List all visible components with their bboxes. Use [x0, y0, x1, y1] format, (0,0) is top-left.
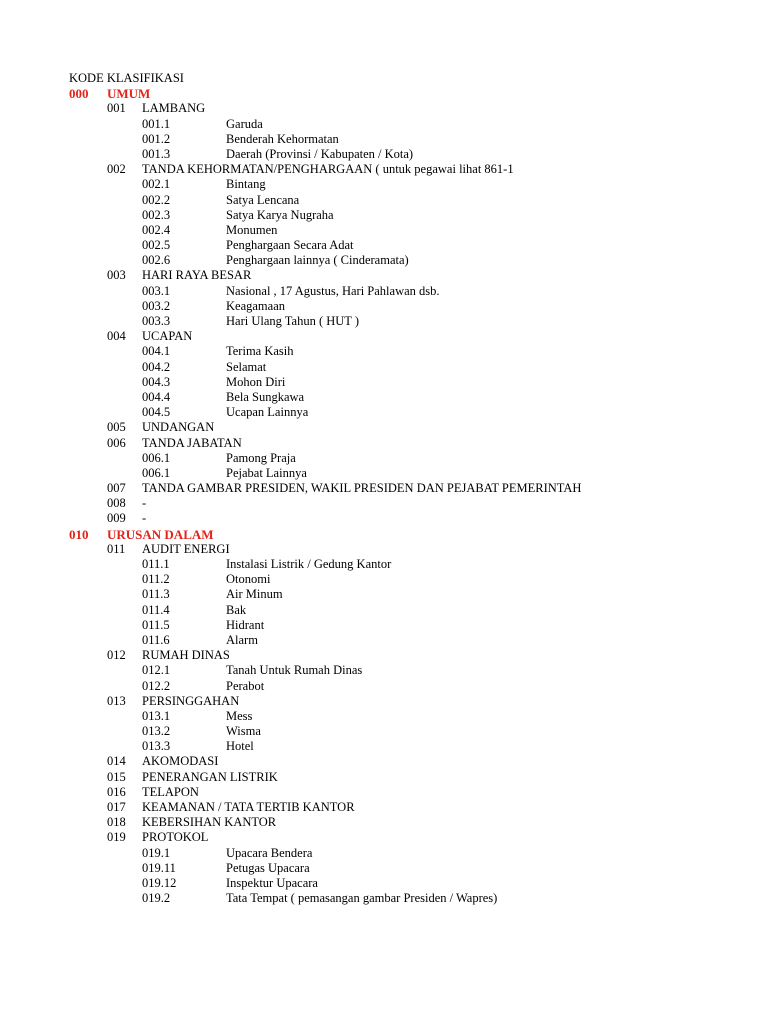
- item-label: Benderah Kehormatan: [226, 131, 339, 146]
- subcategory-code: 002: [107, 162, 126, 177]
- subcategory-row: [0, 800, 768, 815]
- item-code: 003.3: [142, 314, 171, 328]
- subcategory-label: KEBERSIHAN KANTOR: [142, 815, 277, 830]
- subcategory-label: LAMBANG: [142, 101, 206, 116]
- item-code: 004.2: [142, 359, 171, 374]
- item-label: Bela Sungkawa: [226, 389, 305, 404]
- subcategory-row: [0, 770, 768, 785]
- item-label: Air Minum: [226, 587, 283, 602]
- item-code: 001.1: [142, 116, 171, 131]
- item-row: [0, 603, 768, 618]
- item-row: [0, 451, 768, 466]
- subcategory-label: AKOMODASI: [142, 754, 219, 769]
- item-code: 012.2: [142, 678, 171, 693]
- subcategory-code: 015: [107, 769, 126, 784]
- item-label: Perabot: [226, 678, 265, 693]
- subcategory-label: KEAMANAN / TATA TERTIB KANTOR: [142, 800, 355, 814]
- subcategory-label: UNDANGAN: [142, 420, 215, 435]
- subcategory-row: [0, 830, 768, 845]
- section-code: 000: [69, 86, 89, 102]
- item-label: Upacara Bendera: [226, 845, 313, 860]
- classification-list: [0, 86, 768, 906]
- item-code: 003.2: [142, 298, 171, 313]
- item-label: Garuda: [226, 116, 263, 131]
- subcategory-label: AUDIT ENERGI: [142, 541, 230, 556]
- item-label: Alarm: [226, 632, 258, 647]
- item-label: Instalasi Listrik / Gedung Kantor: [226, 557, 392, 571]
- item-code: 019.1: [142, 845, 171, 860]
- section-label: UMUM: [107, 86, 151, 102]
- subcategory-code: 016: [107, 784, 126, 799]
- item-label: Hotel: [226, 739, 254, 754]
- item-label: Daerah (Provinsi / Kabupaten / Kota): [226, 146, 414, 161]
- subcategory-row: [0, 785, 768, 800]
- item-row: [0, 223, 768, 238]
- item-label: Keagamaan: [226, 298, 285, 313]
- item-row: [0, 132, 768, 147]
- subcategory-code: 006: [107, 435, 126, 450]
- item-row: [0, 299, 768, 314]
- item-row: [0, 861, 768, 876]
- item-code: 011.4: [142, 602, 170, 617]
- item-code: 019.2: [142, 891, 171, 906]
- subcategory-row: [0, 481, 768, 496]
- item-label: Hidrant: [226, 617, 265, 632]
- item-label: Monumen: [226, 222, 278, 237]
- item-code: 011.3: [142, 587, 170, 602]
- item-label: Ucapan Lainnya: [226, 405, 309, 420]
- item-row: [0, 238, 768, 253]
- subcategory-label: PERSINGGAHAN: [142, 693, 240, 708]
- subcategory-label: -: [142, 496, 147, 511]
- section-code: 010: [69, 526, 89, 542]
- item-label: Selamat: [226, 359, 267, 374]
- item-row: [0, 876, 768, 891]
- item-label: Terima Kasih: [226, 344, 294, 359]
- subcategory-code: 014: [107, 754, 126, 769]
- item-code: 013.1: [142, 708, 171, 723]
- item-label: Nasional , 17 Agustus, Hari Pahlawan dsb.: [226, 283, 440, 298]
- item-row: [0, 375, 768, 390]
- item-row: [0, 466, 768, 481]
- item-label: Otonomi: [226, 572, 271, 587]
- subcategory-row: [0, 754, 768, 769]
- subcategory-label: PROTOKOL: [142, 830, 209, 845]
- subcategory-label: TANDA GAMBAR PRESIDEN, WAKIL PRESIDEN DAN PEJABAT PEMERINTAH: [142, 481, 582, 496]
- section-row: [0, 527, 768, 542]
- subcategory-row: [0, 694, 768, 709]
- subcategory-code: 009: [107, 511, 126, 526]
- item-code: 001.2: [142, 131, 171, 146]
- item-code: 002.2: [142, 192, 171, 207]
- item-code: 002.4: [142, 222, 171, 237]
- item-code: 003.1: [142, 283, 171, 298]
- item-code: 002.6: [142, 253, 171, 268]
- item-row: [0, 177, 768, 192]
- item-code: 006.1: [142, 450, 171, 465]
- subcategory-label: UCAPAN: [142, 329, 193, 344]
- item-code: 004.1: [142, 344, 171, 359]
- subcategory-row: [0, 162, 768, 177]
- item-row: [0, 405, 768, 420]
- item-label: Mess: [226, 708, 253, 723]
- item-label: Mohon Diri: [226, 374, 286, 389]
- item-row: [0, 618, 768, 633]
- item-code: 012.1: [142, 663, 171, 678]
- item-label: Hari Ulang Tahun ( HUT ): [226, 314, 360, 328]
- item-code: 011.6: [142, 632, 170, 647]
- subcategory-row: [0, 268, 768, 283]
- subcategory-label: HARI RAYA BESAR: [142, 268, 252, 283]
- item-code: 011.2: [142, 572, 170, 587]
- item-row: [0, 193, 768, 208]
- item-code: 002.3: [142, 207, 171, 222]
- item-row: [0, 557, 768, 572]
- item-row: [0, 709, 768, 724]
- item-label: Tata Tempat ( pemasangan gambar Presiden / Wapres): [226, 891, 498, 906]
- subcategory-code: 001: [107, 101, 126, 116]
- section-row: [0, 86, 768, 101]
- subcategory-row: [0, 101, 768, 116]
- item-label: Pamong Praja: [226, 450, 296, 465]
- item-row: [0, 390, 768, 405]
- subcategory-label: TANDA JABATAN: [142, 435, 242, 450]
- item-label: Bintang: [226, 177, 266, 192]
- item-row: [0, 572, 768, 587]
- subcategory-label: -: [142, 511, 147, 526]
- item-code: 013.2: [142, 724, 171, 739]
- subcategory-row: [0, 496, 768, 511]
- item-label: Petugas Upacara: [226, 860, 310, 875]
- item-row: [0, 679, 768, 694]
- subcategory-code: 007: [107, 481, 126, 496]
- subcategory-code: 017: [107, 800, 126, 814]
- item-row: [0, 587, 768, 602]
- item-code: 011.5: [142, 617, 170, 632]
- item-row: [0, 633, 768, 648]
- subcategory-label: PENERANGAN LISTRIK: [142, 769, 278, 784]
- item-label: Bak: [226, 602, 247, 617]
- document-title-row: [0, 71, 768, 86]
- subcategory-label: TANDA KEHORMATAN/PENGHARGAAN ( untuk pegawai lihat 861-1: [142, 162, 514, 177]
- item-row: [0, 846, 768, 861]
- subcategory-code: 008: [107, 496, 126, 511]
- item-code: 004.3: [142, 374, 171, 389]
- item-label: Satya Karya Nugraha: [226, 207, 334, 222]
- item-row: [0, 208, 768, 223]
- document-title: KODE KLASIFIKASI: [69, 71, 184, 85]
- item-row: [0, 117, 768, 132]
- item-label: Wisma: [226, 724, 261, 739]
- subcategory-code: 018: [107, 815, 126, 830]
- item-code: 001.3: [142, 146, 171, 161]
- item-code: 002.5: [142, 238, 171, 253]
- subcategory-label: RUMAH DINAS: [142, 648, 230, 663]
- item-label: Penghargaan Secara Adat: [226, 238, 354, 253]
- subcategory-code: 012: [107, 648, 126, 663]
- item-label: Tanah Untuk Rumah Dinas: [226, 663, 363, 678]
- subcategory-code: 011: [107, 541, 126, 556]
- subcategory-row: [0, 329, 768, 344]
- item-row: [0, 147, 768, 162]
- item-code: 002.1: [142, 177, 171, 192]
- item-row: [0, 891, 768, 906]
- item-code: 013.3: [142, 739, 171, 754]
- item-code: 004.4: [142, 389, 171, 404]
- item-label: Pejabat Lainnya: [226, 465, 307, 480]
- subcategory-code: 004: [107, 329, 126, 344]
- item-label: Inspektur Upacara: [226, 875, 318, 890]
- item-code: 004.5: [142, 405, 171, 420]
- item-row: [0, 724, 768, 739]
- subcategory-row: [0, 420, 768, 435]
- item-code: 006.1: [142, 465, 171, 480]
- item-code: 011.1: [142, 557, 170, 571]
- subcategory-code: 005: [107, 420, 126, 435]
- subcategory-row: [0, 511, 768, 526]
- item-label: Penghargaan lainnya ( Cinderamata): [226, 253, 409, 268]
- subcategory-code: 003: [107, 268, 126, 283]
- item-row: [0, 314, 768, 329]
- subcategory-row: [0, 542, 768, 557]
- classification-document: [0, 71, 768, 906]
- item-row: [0, 360, 768, 375]
- subcategory-row: [0, 436, 768, 451]
- item-row: [0, 344, 768, 359]
- item-row: [0, 253, 768, 268]
- subcategory-code: 013: [107, 693, 126, 708]
- subcategory-row: [0, 648, 768, 663]
- item-row: [0, 284, 768, 299]
- item-label: Satya Lencana: [226, 192, 300, 207]
- item-code: 019.12: [142, 875, 177, 890]
- item-row: [0, 663, 768, 678]
- section-label: URUSAN DALAM: [107, 526, 214, 542]
- subcategory-row: [0, 815, 768, 830]
- item-row: [0, 739, 768, 754]
- subcategory-code: 019: [107, 830, 126, 845]
- subcategory-label: TELAPON: [142, 784, 199, 799]
- item-code: 019.11: [142, 860, 176, 875]
